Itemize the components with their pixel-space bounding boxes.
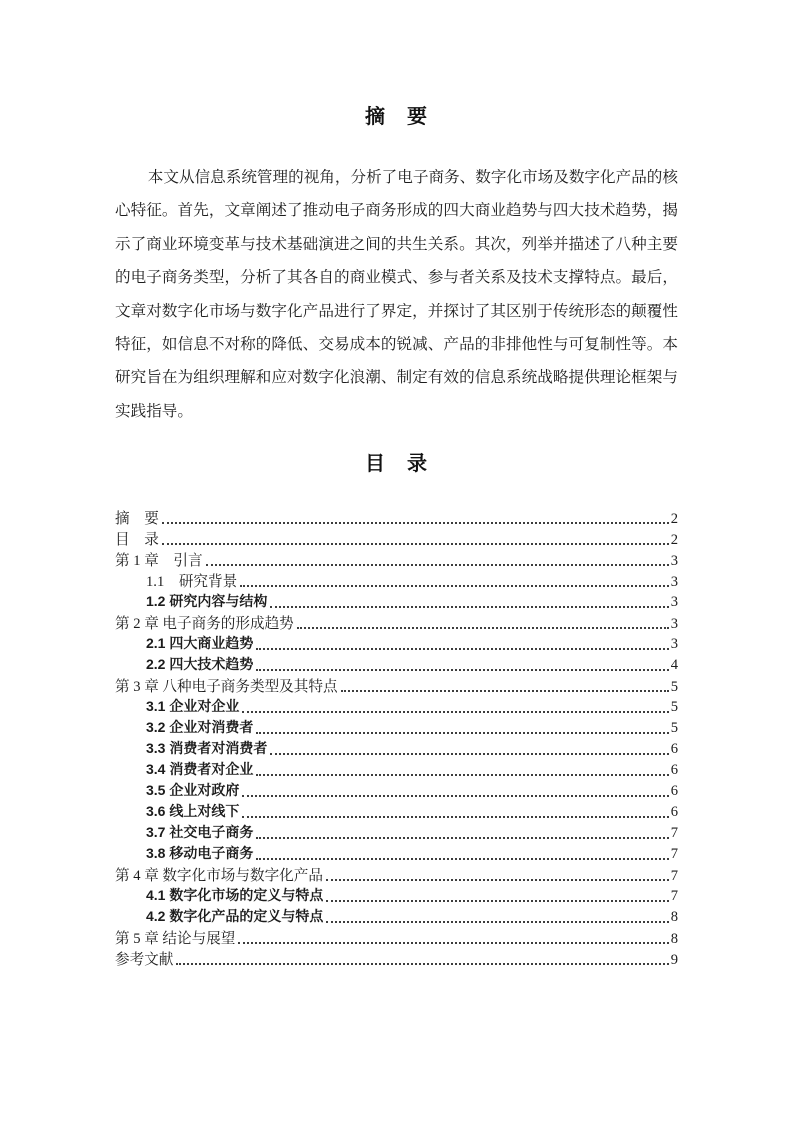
toc-entry-page: 3	[670, 553, 678, 569]
toc-entry[interactable]	[115, 885, 678, 906]
toc-entry[interactable]	[115, 717, 678, 738]
toc-entry-page: 3	[670, 616, 678, 632]
toc-entry-label: 第 2 章 电子商务的形成趋势	[115, 616, 294, 632]
toc-leader-dots	[238, 942, 668, 944]
toc-entry-page: 5	[670, 720, 678, 736]
toc-entry[interactable]	[115, 549, 678, 570]
toc-entry-page: 8	[670, 931, 678, 947]
toc-entry-page: 5	[670, 699, 678, 715]
toc-entry[interactable]	[115, 906, 678, 927]
toc-leader-dots	[162, 543, 669, 545]
toc-entry-page: 6	[670, 804, 678, 820]
toc-entry-label: 2.1 四大商业趋势	[146, 635, 254, 651]
toc-entry-label: 3.7 社交电子商务	[146, 824, 254, 840]
toc-entry-label: 1.1 研究背景	[146, 574, 238, 590]
toc-entry-label: 第 3 章 八种电子商务类型及其特点	[115, 679, 338, 695]
toc-entry-page: 3	[670, 636, 678, 652]
toc-entry-page: 7	[670, 825, 678, 841]
toc-entry-label: 目 录	[115, 532, 159, 548]
toc-leader-dots	[270, 606, 668, 608]
toc-entry-page: 2	[670, 511, 678, 527]
toc-leader-dots	[341, 690, 669, 692]
toc-entry-page: 7	[670, 846, 678, 862]
toc-entry-page: 3	[670, 574, 678, 590]
toc-entry-page: 8	[670, 909, 678, 925]
toc-entry[interactable]	[115, 570, 678, 591]
toc-entry-page: 5	[670, 679, 678, 695]
toc-entry-page: 6	[670, 783, 678, 799]
toc-entry-page: 9	[670, 952, 678, 968]
toc-leader-dots	[256, 669, 668, 671]
toc-leader-dots	[162, 522, 669, 524]
toc-entry[interactable]	[115, 822, 678, 843]
toc-entry-page: 2	[670, 532, 678, 548]
toc-entry-page: 7	[670, 868, 678, 884]
toc-entry[interactable]	[115, 633, 678, 654]
toc-entry[interactable]	[115, 591, 678, 612]
abstract-body	[115, 161, 678, 428]
toc-leader-dots	[242, 795, 668, 797]
toc-entry[interactable]	[115, 780, 678, 801]
toc-leader-dots	[326, 900, 668, 902]
toc-leader-dots	[256, 837, 668, 839]
toc-entry-label: 3.8 移动电子商务	[146, 845, 254, 861]
toc-entry[interactable]	[115, 738, 678, 759]
toc-entry[interactable]	[115, 759, 678, 780]
toc-entry[interactable]	[115, 948, 678, 969]
toc-entry-label: 第 1 章 引言	[115, 553, 203, 569]
toc-leader-dots	[206, 564, 669, 566]
toc-entry-label: 摘 要	[115, 511, 159, 527]
toc-entry-label: 第 4 章 数字化市场与数字化产品	[115, 868, 323, 884]
toc-leader-dots	[242, 816, 668, 818]
toc-leader-dots	[256, 858, 668, 860]
toc-leader-dots	[270, 753, 668, 755]
toc-entry[interactable]	[115, 843, 678, 864]
toc-title: 目 录	[365, 453, 428, 475]
abstract-title: 摘 要	[365, 106, 428, 128]
toc-entry[interactable]	[115, 507, 678, 528]
toc-entry-page: 4	[670, 657, 678, 673]
toc-entry-page: 3	[670, 594, 678, 610]
toc-entry-label: 3.1 企业对企业	[146, 698, 240, 714]
toc-entry[interactable]	[115, 528, 678, 549]
toc-leader-dots	[256, 774, 668, 776]
toc-entry-label: 4.2 数字化产品的定义与特点	[146, 908, 324, 924]
abstract-paragraph: 本文从信息系统管理的视角，分析了电子商务、数字化市场及数字化产品的核心特征。首先，文章阐述了推动电子商务形成的四大商业趋势与四大技术趋势，揭示了商业环境变革与技术基础演进之间的共生关系。其次，列举并描述了八种主要的电子商务类型，分析了其各自的商业模式、参与者关系及技术支撑特点。最后，文章对数字化市场与数字化产品进行了界定，并探讨了其区别于传统形态的颠覆性特征，如信息不对称的降低、交易成本的锐减、产品的非排他性与可复制性等。本研究旨在为组织理解和应对数字化浪潮、制定有效的信息系统战略提供理论框架与实践指导。	[115, 169, 678, 420]
toc-leader-dots	[240, 585, 668, 587]
toc-entry[interactable]	[115, 927, 678, 948]
toc-entry-label: 2.2 四大技术趋势	[146, 656, 254, 672]
toc-entry[interactable]	[115, 696, 678, 717]
toc-list	[115, 507, 678, 969]
toc-entry[interactable]	[115, 612, 678, 633]
toc-entry-label: 参考文献	[115, 952, 174, 968]
toc-entry[interactable]	[115, 654, 678, 675]
toc-leader-dots	[176, 963, 668, 965]
toc-entry-label: 3.2 企业对消费者	[146, 719, 254, 735]
toc-entry-label: 3.5 企业对政府	[146, 782, 240, 798]
toc-entry-label: 3.4 消费者对企业	[146, 761, 254, 777]
toc-entry[interactable]	[115, 675, 678, 696]
toc-leader-dots	[256, 648, 668, 650]
toc-leader-dots	[326, 921, 668, 923]
toc-entry-label: 3.6 线上对线下	[146, 803, 240, 819]
toc-entry-label: 4.1 数字化市场的定义与特点	[146, 887, 324, 903]
toc-entry-label: 1.2 研究内容与结构	[146, 593, 268, 609]
toc-leader-dots	[297, 627, 669, 629]
toc-leader-dots	[326, 879, 669, 881]
toc-leader-dots	[242, 711, 668, 713]
toc-entry-label: 第 5 章 结论与展望	[115, 931, 236, 947]
toc-entry[interactable]	[115, 801, 678, 822]
toc-leader-dots	[256, 732, 668, 734]
toc-entry-page: 6	[670, 741, 678, 757]
toc-entry-label: 3.3 消费者对消费者	[146, 740, 268, 756]
toc-entry-page: 7	[670, 888, 678, 904]
toc-entry-page: 6	[670, 762, 678, 778]
toc-entry[interactable]	[115, 864, 678, 885]
